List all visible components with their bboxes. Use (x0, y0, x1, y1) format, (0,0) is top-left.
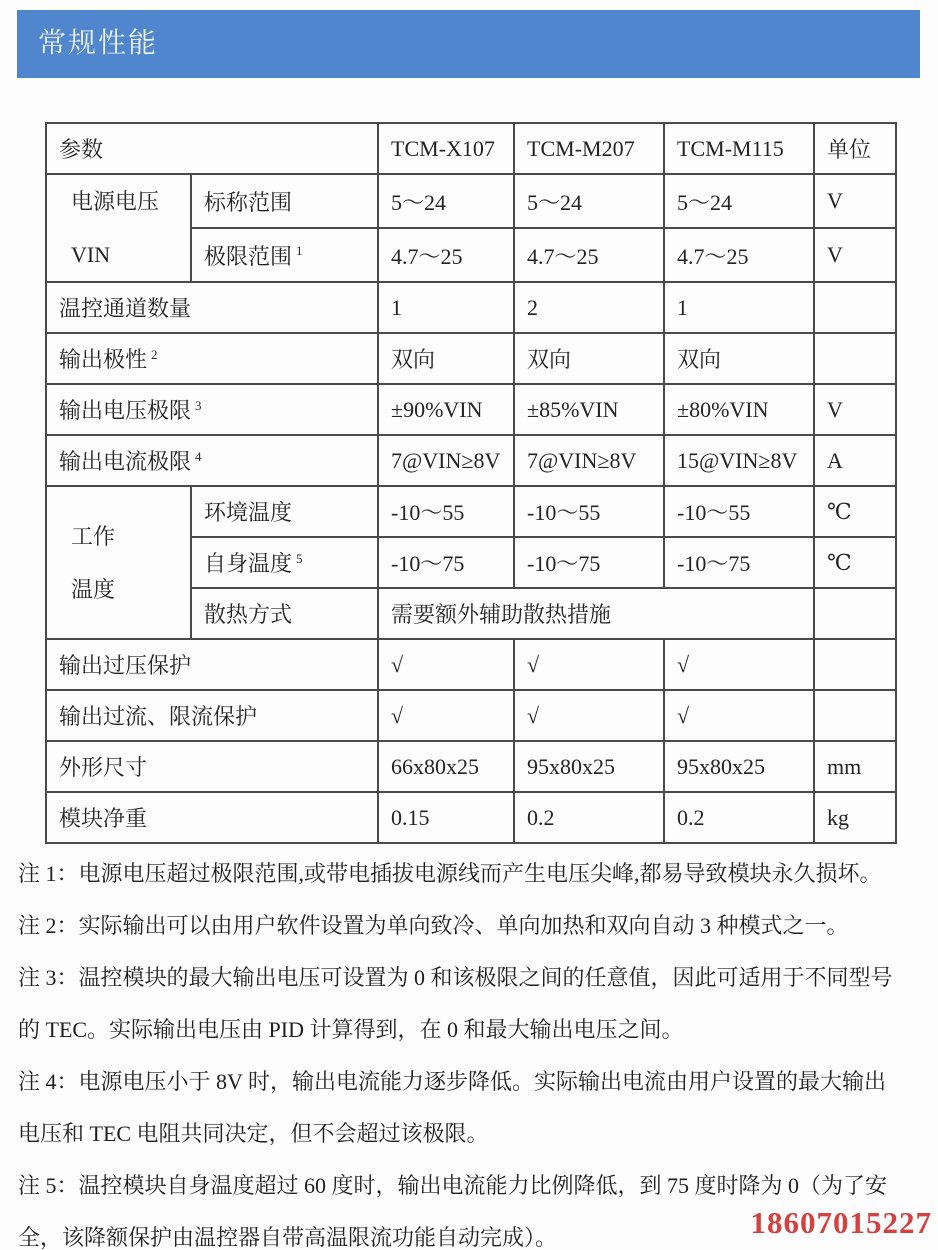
value-cell: 15@VIN≥8V (664, 435, 814, 486)
param-group-temperature (46, 486, 191, 639)
table-row (46, 486, 896, 537)
table-row (46, 792, 896, 843)
footnotes (18, 848, 930, 1250)
param-label-cell: 输出极性 $^2$ (46, 333, 378, 384)
value-cell: 双向 (378, 333, 514, 384)
value-cell: ±90%VIN (378, 384, 514, 435)
unit-cell (814, 282, 896, 333)
column-header-model: TCM-M115 (664, 123, 814, 174)
param-label-cell: 输出电流极限 $^4$ (46, 435, 378, 486)
value-cell: 5～24 (514, 174, 664, 228)
param-label-cell: 自身温度 $^5$ (191, 537, 378, 588)
value-cell: 0.2 (664, 792, 814, 843)
note-line: 的 TEC。实际输出电压由 PID 计算得到，在 0 和最大输出电压之间。 (18, 1017, 684, 1042)
value-cell: √ (514, 690, 664, 741)
page-title: 常规性能 (38, 28, 159, 59)
vin-group-label: 电源电压 VIN (71, 189, 160, 267)
value-cell: 4.7～25 (378, 228, 514, 282)
unit-cell: mm (814, 741, 896, 792)
value-cell: √ (378, 639, 514, 690)
value-cell: √ (664, 639, 814, 690)
unit-cell: ℃ (814, 537, 896, 588)
param-label-cell: 极限范围 $^1$ (191, 228, 378, 282)
param-label-cell: 标称范围 (191, 174, 378, 228)
unit-cell (814, 588, 896, 639)
value-cell-merged: 需要额外辅助散热措施 (378, 588, 814, 639)
value-cell: -10～55 (664, 486, 814, 537)
value-cell: 7@VIN≥8V (378, 435, 514, 486)
param-label-cell: 输出过流、限流保护 (46, 690, 378, 741)
unit-cell: kg (814, 792, 896, 843)
note-line: 注 5：温控模块自身温度超过 60 度时，输出电流能力比例降低，到 75 度时降为 0（为了安 (18, 1173, 888, 1198)
value-cell: ±85%VIN (514, 384, 664, 435)
column-header-param: 参数 (46, 123, 378, 174)
note-line: 注 2：实际输出可以由用户软件设置为单向致冷、单向加热和双向自动 3 种模式之一。 (18, 913, 849, 938)
note-line: 电压和 TEC 电阻共同决定，但不会超过该极限。 (18, 1121, 489, 1146)
value-cell: 95x80x25 (664, 741, 814, 792)
value-cell: √ (514, 639, 664, 690)
table-row (46, 741, 896, 792)
value-cell: 0.2 (514, 792, 664, 843)
column-header-model: TCM-X107 (378, 123, 514, 174)
value-cell: -10～75 (378, 537, 514, 588)
note-line: 全，该降额保护由温控器自带高温限流功能自动完成）。 (18, 1225, 558, 1250)
value-cell: -10～55 (514, 486, 664, 537)
value-cell: 1 (664, 282, 814, 333)
param-label-cell: 外形尺寸 (46, 741, 378, 792)
value-cell: 1 (378, 282, 514, 333)
table-row (46, 690, 896, 741)
unit-cell (814, 690, 896, 741)
unit-cell (814, 333, 896, 384)
note-line: 注 1：电源电压超过极限范围,或带电插拔电源线而产生电压尖峰,都易导致模块永久损坏。 (18, 861, 882, 886)
note-line: 注 4：电源电压小于 8V 时，输出电流能力逐步降低。实际输出电流由用户设置的最大输出 (18, 1069, 886, 1094)
table-row (46, 123, 896, 174)
unit-cell: V (814, 384, 896, 435)
temperature-group-label: 工作 温度 (71, 523, 116, 602)
value-cell: 双向 (664, 333, 814, 384)
param-label-cell: 模块净重 (46, 792, 378, 843)
value-cell: 5～24 (664, 174, 814, 228)
value-cell: 5～24 (378, 174, 514, 228)
value-cell: 4.7～25 (664, 228, 814, 282)
unit-cell: ℃ (814, 486, 896, 537)
param-label-cell: 环境温度 (191, 486, 378, 537)
value-cell: 2 (514, 282, 664, 333)
unit-cell: V (814, 228, 896, 282)
param-label-cell: 温控通道数量 (46, 282, 378, 333)
table-row (46, 639, 896, 690)
spec-table (45, 122, 897, 844)
table-row (46, 384, 896, 435)
param-label-cell: 输出过压保护 (46, 639, 378, 690)
unit-cell: A (814, 435, 896, 486)
column-header-model: TCM-M207 (514, 123, 664, 174)
column-header-unit: 单位 (814, 123, 896, 174)
table-row (46, 333, 896, 384)
section-header (17, 10, 920, 78)
table-row (46, 435, 896, 486)
note-line: 注 3：温控模块的最大输出电压可设置为 0 和该极限之间的任意值，因此可适用于不同型号 (18, 965, 893, 990)
value-cell: -10～55 (378, 486, 514, 537)
table-row (46, 282, 896, 333)
value-cell: 4.7～25 (514, 228, 664, 282)
value-cell: √ (664, 690, 814, 741)
value-cell: 66x80x25 (378, 741, 514, 792)
unit-cell: V (814, 174, 896, 228)
param-label-cell: 散热方式 (191, 588, 378, 639)
value-cell: -10～75 (664, 537, 814, 588)
value-cell: 0.15 (378, 792, 514, 843)
param-label-cell: 输出电压极限 $^3$ (46, 384, 378, 435)
value-cell: 95x80x25 (514, 741, 664, 792)
value-cell: 7@VIN≥8V (514, 435, 664, 486)
value-cell: -10～75 (514, 537, 664, 588)
value-cell: 双向 (514, 333, 664, 384)
unit-cell (814, 639, 896, 690)
value-cell: ±80%VIN (664, 384, 814, 435)
table-row (46, 174, 896, 228)
value-cell: √ (378, 690, 514, 741)
watermark-phone-number: 18607015227 (750, 1205, 932, 1240)
param-group-vin (46, 174, 191, 282)
